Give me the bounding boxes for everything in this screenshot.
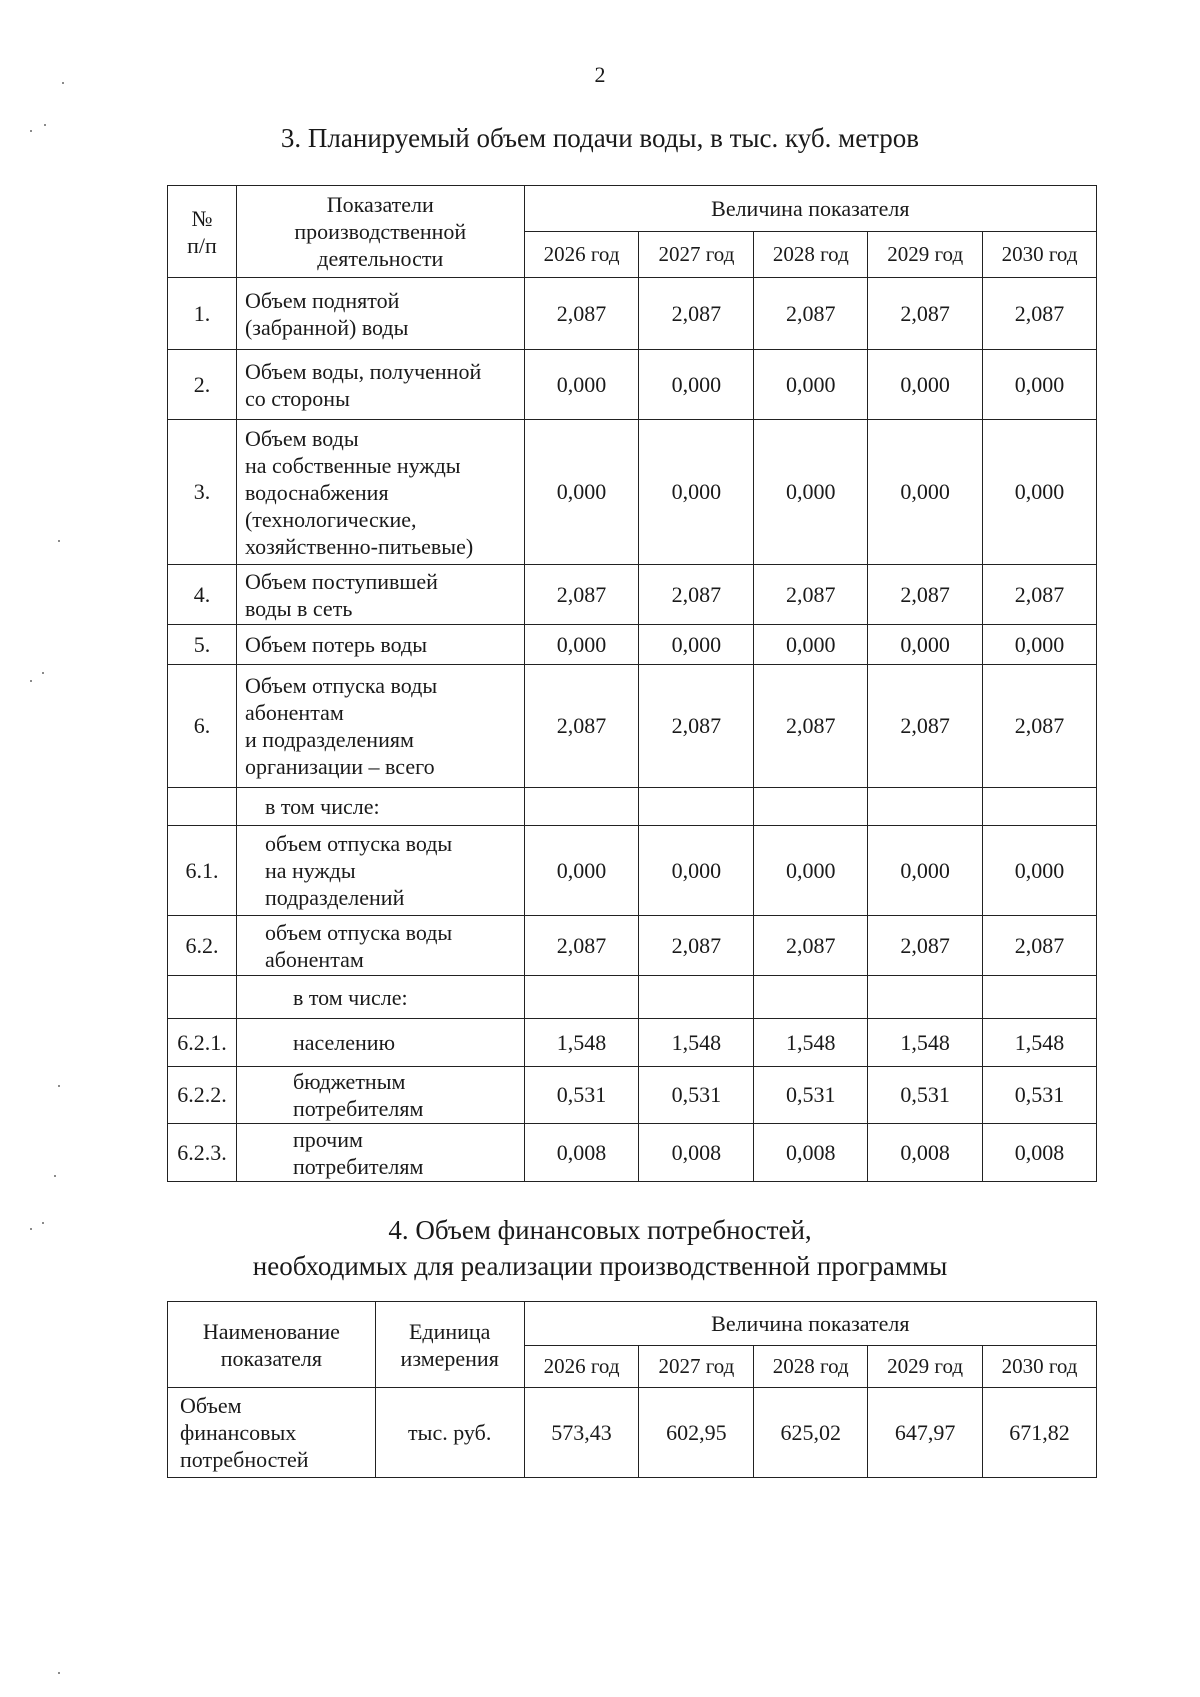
row-value: 0,000: [868, 625, 983, 665]
row-value: [754, 976, 868, 1019]
scan-speck: [30, 680, 32, 682]
row-value: [639, 976, 754, 1019]
row-value: [868, 976, 983, 1019]
row-value: 573,43: [524, 1388, 639, 1478]
header-year: 2028 год: [754, 1346, 868, 1388]
row-number: [168, 788, 237, 826]
row-value: 0,000: [754, 420, 868, 565]
row-value: 0,000: [983, 625, 1097, 665]
table-row: [168, 1388, 1097, 1478]
header-year: 2030 год: [983, 232, 1097, 278]
table-row: [168, 278, 1097, 350]
table-row: [168, 420, 1097, 565]
row-value: 0,000: [639, 350, 754, 420]
header-indicator-value: Величина показателя: [524, 186, 1096, 232]
row-label: Объем воды на собственные нужды водоснабжения (технологические, хозяйственно-питьевые): [236, 420, 524, 565]
row-value: 2,087: [983, 665, 1097, 788]
header-year: 2028 год: [754, 232, 868, 278]
row-value: [868, 788, 983, 826]
row-value: 0,000: [983, 826, 1097, 916]
row-number: 6.1.: [168, 826, 237, 916]
row-value: 0,000: [754, 826, 868, 916]
row-label: Объем отпуска воды абонентам и подразделениям организации – всего: [236, 665, 524, 788]
row-value: 0,000: [868, 420, 983, 565]
row-label: в том числе:: [236, 788, 524, 826]
row-value: 0,531: [983, 1067, 1097, 1124]
finance-section-title-line1: 4. Объем финансовых потребностей,: [388, 1215, 812, 1245]
row-value: 1,548: [868, 1019, 983, 1067]
row-value: 1,548: [639, 1019, 754, 1067]
row-value: 2,087: [868, 916, 983, 976]
row-value: 0,000: [639, 826, 754, 916]
header-row-number: № п/п: [168, 186, 237, 278]
header-indicator-name: Наименование показателя: [168, 1302, 376, 1388]
row-label: прочим потребителям: [236, 1124, 524, 1182]
page-number: 2: [594, 62, 606, 87]
row-value: 0,531: [868, 1067, 983, 1124]
table-row: [168, 1067, 1097, 1124]
table-row: [168, 788, 1097, 826]
header-unit: Единица измерения: [375, 1302, 524, 1388]
row-value: 0,531: [524, 1067, 639, 1124]
header-year: 2026 год: [524, 232, 639, 278]
row-number: 4.: [168, 565, 237, 625]
row-unit: тыс. руб.: [375, 1388, 524, 1478]
table-row: [168, 826, 1097, 916]
row-value: 0,531: [754, 1067, 868, 1124]
row-number: 1.: [168, 278, 237, 350]
row-value: 2,087: [754, 665, 868, 788]
row-value: 2,087: [524, 916, 639, 976]
row-value: 0,000: [524, 625, 639, 665]
row-value: 2,087: [754, 916, 868, 976]
table-row: [168, 350, 1097, 420]
row-value: [524, 788, 639, 826]
row-value: 2,087: [524, 565, 639, 625]
scan-speck: [44, 124, 46, 126]
row-value: 0,000: [754, 350, 868, 420]
scan-speck: [62, 82, 64, 84]
row-value: [754, 788, 868, 826]
header-year: 2027 год: [639, 1346, 754, 1388]
scan-speck: [54, 1175, 56, 1177]
row-value: 2,087: [983, 916, 1097, 976]
row-value: 0,000: [868, 350, 983, 420]
row-value: 2,087: [983, 278, 1097, 350]
finance-section-title-line2: необходимых для реализации производственной программы: [252, 1251, 948, 1281]
scan-speck: [42, 672, 44, 674]
table-row: [168, 1019, 1097, 1067]
row-value: 2,087: [868, 665, 983, 788]
scan-speck: [58, 1085, 60, 1087]
row-value: 0,000: [983, 420, 1097, 565]
row-value: 0,000: [754, 625, 868, 665]
row-value: 2,087: [639, 916, 754, 976]
row-label: Объем потерь воды: [236, 625, 524, 665]
row-number: 6.2.2.: [168, 1067, 237, 1124]
row-number: 3.: [168, 420, 237, 565]
scan-speck: [42, 1222, 44, 1224]
water-supply-table: [167, 185, 1097, 1182]
row-number: 6.2.3.: [168, 1124, 237, 1182]
header-year: 2027 год: [639, 232, 754, 278]
row-value: [983, 788, 1097, 826]
table-row: [168, 916, 1097, 976]
row-value: 0,008: [868, 1124, 983, 1182]
row-value: 0,000: [639, 625, 754, 665]
row-label: населению: [236, 1019, 524, 1067]
finance-table: [167, 1301, 1097, 1478]
header-indicators: Показатели производственной деятельности: [236, 186, 524, 278]
row-value: 1,548: [524, 1019, 639, 1067]
table-row: [168, 665, 1097, 788]
row-value: 2,087: [868, 565, 983, 625]
row-value: 1,548: [754, 1019, 868, 1067]
scan-speck: [30, 1228, 32, 1230]
row-number: 6.2.1.: [168, 1019, 237, 1067]
row-label: объем отпуска воды абонентам: [236, 916, 524, 976]
row-number: [168, 976, 237, 1019]
header-year: 2030 год: [983, 1346, 1097, 1388]
row-value: 671,82: [983, 1388, 1097, 1478]
table-row: [168, 1124, 1097, 1182]
row-value: 2,087: [639, 278, 754, 350]
header-year: 2029 год: [868, 232, 983, 278]
row-value: 2,087: [983, 565, 1097, 625]
row-label: Объем воды, полученной со стороны: [236, 350, 524, 420]
row-value: 0,008: [983, 1124, 1097, 1182]
row-value: 647,97: [868, 1388, 983, 1478]
scan-speck: [30, 130, 32, 132]
table-row: [168, 625, 1097, 665]
row-value: 0,531: [639, 1067, 754, 1124]
header-indicator-value: Величина показателя: [524, 1302, 1096, 1346]
table-row: [168, 976, 1097, 1019]
header-year: 2026 год: [524, 1346, 639, 1388]
row-value: 0,000: [524, 826, 639, 916]
row-value: 0,008: [524, 1124, 639, 1182]
row-number: 2.: [168, 350, 237, 420]
row-value: 2,087: [868, 278, 983, 350]
row-value: 2,087: [754, 278, 868, 350]
scan-speck: [58, 540, 60, 542]
row-value: [983, 976, 1097, 1019]
row-number: 6.2.: [168, 916, 237, 976]
row-number: 5.: [168, 625, 237, 665]
row-number: 6.: [168, 665, 237, 788]
row-value: 2,087: [524, 665, 639, 788]
row-value: 625,02: [754, 1388, 868, 1478]
row-value: [639, 788, 754, 826]
row-label: в том числе:: [236, 976, 524, 1019]
row-label: объем отпуска воды на нужды подразделений: [236, 826, 524, 916]
row-label: бюджетным потребителям: [236, 1067, 524, 1124]
row-value: 0,000: [524, 350, 639, 420]
row-value: 2,087: [524, 278, 639, 350]
row-value: 0,000: [868, 826, 983, 916]
row-label: Объем поступившей воды в сеть: [236, 565, 524, 625]
row-value: 0,000: [983, 350, 1097, 420]
water-supply-section-title: 3. Планируемый объем подачи воды, в тыс. куб. метров: [280, 123, 920, 153]
scan-speck: [58, 1672, 60, 1674]
header-year: 2029 год: [868, 1346, 983, 1388]
row-value: 0,008: [754, 1124, 868, 1182]
row-label: Объем финансовых потребностей: [168, 1388, 376, 1478]
row-value: 602,95: [639, 1388, 754, 1478]
table-row: [168, 565, 1097, 625]
row-value: 0,000: [524, 420, 639, 565]
row-value: 2,087: [639, 665, 754, 788]
row-value: 1,548: [983, 1019, 1097, 1067]
row-value: 0,008: [639, 1124, 754, 1182]
row-label: Объем поднятой (забранной) воды: [236, 278, 524, 350]
row-value: 2,087: [754, 565, 868, 625]
row-value: 0,000: [639, 420, 754, 565]
row-value: [524, 976, 639, 1019]
row-value: 2,087: [639, 565, 754, 625]
